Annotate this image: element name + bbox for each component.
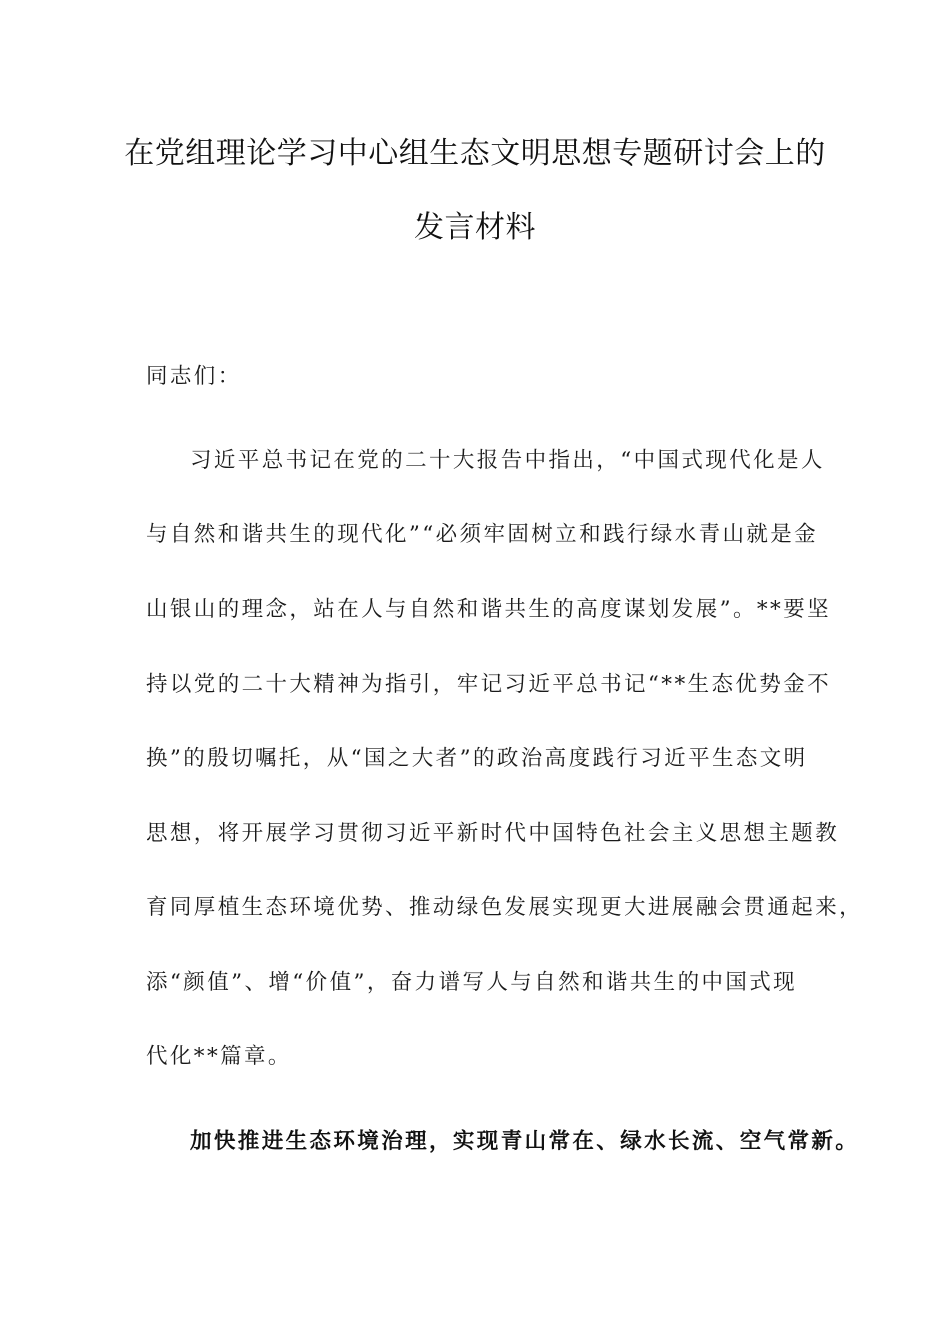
salutation: 同志们：	[146, 364, 242, 389]
paragraph-line: 习近平总书记在党的二十大报告中指出，“中国式现代化是人	[190, 448, 825, 473]
paragraph-line: 持以党的二十大精神为指引，牢记习近平总书记“**生态优势金不	[146, 672, 831, 697]
section-heading-1: 加快推进生态环境治理，实现青山常在、绿水长流、空气常新。	[190, 1129, 860, 1154]
paragraph-line: 山银山的理念，站在人与自然和谐共生的高度谋划发展”。**要坚	[146, 597, 831, 622]
paragraph-line: 与自然和谐共生的现代化”“必须牢固树立和践行绿水青山就是金	[146, 522, 819, 547]
paragraph-line: 思想，将开展学习贯彻习近平新时代中国特色社会主义思想主题教	[146, 821, 840, 846]
paragraph-line: 换”的殷切嘱托，从“国之大者”的政治高度践行习近平生态文明	[146, 746, 808, 771]
paragraph-line: 添“颜值”、增“价值”，奋力谱写人与自然和谐共生的中国式现	[146, 970, 798, 995]
paragraph-line: 代化**篇章。	[146, 1044, 292, 1069]
paragraph-line: 育同厚植生态环境优势、推动绿色发展实现更大进展融会贯通起来，	[146, 895, 864, 920]
document-title-line-2: 发言材料	[414, 210, 536, 245]
document-title-line-1: 在党组理论学习中心组生态文明思想专题研讨会上的	[124, 136, 826, 171]
